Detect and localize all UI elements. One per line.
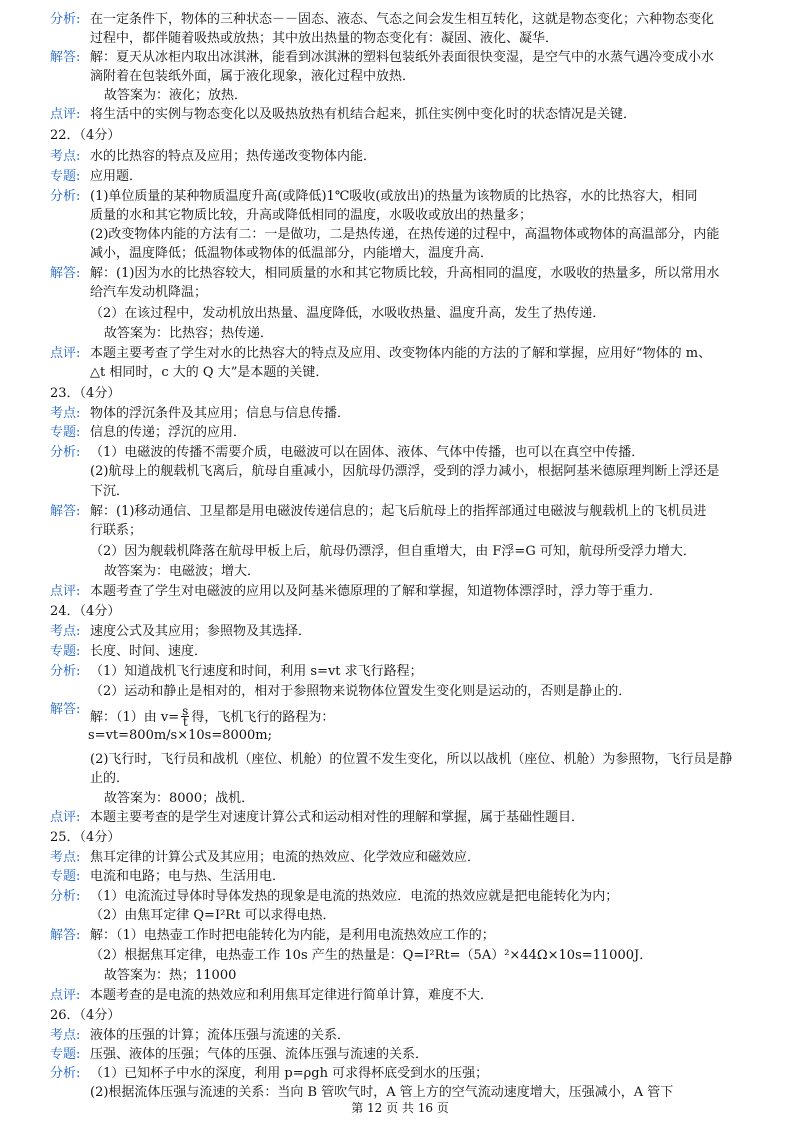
q23-solution-cont2	[50, 540, 770, 559]
label-analysis: 分析:	[50, 189, 81, 204]
q23-knowledge	[50, 402, 770, 421]
q23-solution-line1: 解：(1)移动通信、卫星都是用电磁波传递信息的；起飞后航母上的指挥部通过电磁波与舰载机上的飞机员进	[90, 504, 707, 519]
q25-solution-line2: （2）根据焦耳定律，电热壶工作 10s 产生的热量是：Q=I²Rt=（5A）²×44Ω×10s=11000J．	[90, 948, 653, 963]
q23-header: 23．（4分）	[50, 386, 121, 401]
q25-answer: 故答案为：热；11000	[104, 968, 237, 983]
q23-topic	[50, 421, 770, 440]
q25-solution-cont	[50, 944, 770, 963]
q22-analysis-line4: 减小，温度降低；低温物体或物体的低温部分，内能增大，温度升高．	[90, 246, 494, 261]
label-analysis: 分析:	[50, 12, 81, 27]
q22-comment-line1: 本题主要考查了学生对水的比热容大的特点及应用、改变物体内能的方法的了解和掌握，应用好“物体的 m、	[90, 346, 712, 361]
q21-solution-line2: 滴附着在包装纸外面，属于液化现象，液化过程中放热．	[90, 69, 416, 84]
q22-analysis	[50, 185, 770, 204]
q26-analysis	[50, 1062, 770, 1081]
label-analysis: 分析:	[50, 664, 81, 679]
label-knowledge: 考点:	[50, 850, 81, 865]
q25-topic	[50, 865, 770, 884]
q22-analysis-cont3	[50, 242, 770, 261]
label-solution: 解答:	[50, 50, 81, 65]
label-solution: 解答:	[50, 928, 81, 943]
label-topic: 专题:	[50, 169, 81, 184]
q24-analysis-cont	[50, 680, 770, 699]
q22-analysis-cont2	[50, 223, 770, 242]
q22-comment-line2: △t 相同时，c 大的 Q 大”是本题的关键．	[90, 365, 329, 380]
label-comment: 点评:	[50, 988, 81, 1003]
q22-answer-row	[50, 322, 770, 341]
q26-knowledge-text: 液体的压强的计算；流体压强与流速的关系．	[90, 1028, 351, 1043]
q22-topic	[50, 165, 770, 184]
label-comment: 点评:	[50, 346, 81, 361]
q22-analysis-line2: 质量的水和其它物质比较，升高或降低相同的温度，水吸收或放出的热量多；	[90, 208, 533, 223]
q23-knowledge-text: 物体的浮沉条件及其应用；信息与信息传播．	[90, 406, 351, 421]
label-comment: 点评:	[50, 584, 81, 599]
q26-analysis-cont	[50, 1081, 770, 1100]
q26-topic-text: 压强、液体的压强；气体的压强、流体压强与流速的关系．	[90, 1047, 429, 1062]
q25-knowledge	[50, 846, 770, 865]
q23-answer-row	[50, 560, 770, 579]
q23-comment	[50, 580, 770, 599]
q21-solution-cont	[50, 65, 770, 84]
q24-solution-line2: s=vt=800m/s×10s=8000m;	[88, 728, 273, 743]
q23-analysis	[50, 441, 770, 460]
q23-solution-line3: （2）因为舰载机降落在航母甲板上后，航母仍漂浮，但自重增大，由 F浮=G 可知，航母所受浮力增大．	[90, 544, 696, 559]
q23-solution-cont	[50, 519, 770, 538]
fraction-numerator: s	[182, 704, 189, 718]
q22-solution	[50, 262, 770, 281]
q25-analysis-cont	[50, 904, 770, 923]
q24-analysis-line1: （1）知道战机飞行速度和时间，利用 s=vt 求飞行路程；	[90, 664, 423, 679]
q21-comment-text: 将生活中的实例与物态变化以及吸热放热有机结合起来，抓住实例中变化时的状态情况是关键．	[90, 107, 637, 122]
q21-answer: 故答案为：液化；放热．	[104, 88, 248, 103]
q25-knowledge-text: 焦耳定律的计算公式及其应用；电流的热效应、化学效应和磁效应．	[90, 850, 481, 865]
q22-knowledge	[50, 145, 770, 164]
label-knowledge: 考点:	[50, 406, 81, 421]
q24-solution-cont3	[90, 767, 770, 786]
q26-knowledge	[50, 1024, 770, 1043]
q22-solution-cont	[50, 281, 770, 300]
q23-analysis-cont	[50, 460, 770, 479]
q23-solution	[50, 500, 770, 519]
q25-topic-text: 电流和电路；电与热、生活用电．	[90, 869, 286, 884]
q24-solution-line4: 止的．	[90, 771, 130, 786]
q23-solution-line2: 行联系；	[90, 523, 143, 538]
q24-topic-text: 长度、时间、速度．	[90, 644, 208, 659]
q21-analysis-line1: 在一定条件下，物体的三种状态－－固态、液态、气态之间会发生相互转化，这就是物态变化；六种物态变化	[90, 12, 715, 27]
q24-analysis-line2: （2）运动和静止是相对的，相对于参照物来说物体位置发生变化则是运动的，否则是静止的．	[90, 684, 632, 699]
q21-comment	[50, 103, 770, 122]
q22-topic-text: 应用题．	[90, 169, 143, 184]
q22-analysis-line1: (1)单位质量的某种物质温度升高(或降低)1℃吸收(或放出)的热量为该物质的比热容，水的比热容大，相同	[90, 189, 698, 204]
velocity-fraction	[181, 706, 189, 727]
q26-topic	[50, 1043, 770, 1062]
q25-analysis-line2: （2）由焦耳定律 Q=I²Rt 可以求得电热．	[90, 908, 336, 923]
q24-answer: 故答案为：8000；战机．	[104, 791, 255, 806]
q25-solution-line1: 解：（1）电热壶工作时把电能转化为内能，是利用电流热效应工作的；	[90, 928, 495, 943]
label-knowledge: 考点:	[50, 1028, 81, 1043]
q22-comment	[50, 342, 770, 361]
q24-comment	[50, 806, 770, 825]
q22-solution-line2: 给汽车发动机降温；	[90, 285, 208, 300]
q21-solution-line1: 解：夏天从冰柜内取出冰淇淋，能看到冰淇淋的塑料包装纸外表面很快变湿，是空气中的水蒸气遇冷变成小水	[90, 50, 715, 65]
q25-comment	[50, 984, 770, 1003]
label-solution: 解答:	[50, 504, 81, 519]
q24-comment-text: 本题主要考查的是学生对速度计算公式和运动相对性的理解和掌握，属于基础性题目．	[90, 810, 585, 825]
fraction-denominator: t	[182, 715, 188, 729]
q21-solution	[50, 46, 770, 65]
q22-analysis-line3: (2)改变物体内能的方法有二：一是做功，二是热传递，在热传递的过程中，高温物体或物体的高温部分，内能	[90, 227, 720, 242]
q25-analysis-line1: （1）电流流过导体时导体发热的现象是电流的热效应．电流的热效应就是把电能转化为内；	[90, 889, 619, 904]
q21-analysis-cont	[50, 27, 770, 46]
label-comment: 点评:	[50, 810, 81, 825]
q23-answer: 故答案为：电磁波；增大．	[104, 564, 261, 579]
label-topic: 专题:	[50, 1047, 81, 1062]
q23-analysis-cont2	[50, 480, 770, 499]
q25-answer-row	[50, 964, 770, 983]
q22-solution-cont2	[50, 302, 770, 321]
q22-answer: 故答案为：比热容；热传递．	[104, 326, 274, 341]
page-footer: 第 12 页 共 16 页	[351, 1101, 449, 1115]
q24-answer-row	[50, 787, 770, 806]
q24-analysis	[50, 660, 770, 679]
q26-header: 26．（4分）	[50, 1008, 121, 1023]
q24-solution-cont2	[90, 748, 770, 767]
q22-header: 22．（4分）	[50, 128, 121, 143]
q24-header: 24．（4分）	[50, 604, 121, 619]
label-analysis: 分析:	[50, 889, 81, 904]
label-analysis: 分析:	[50, 445, 81, 460]
q23-comment-text: 本题考查了学生对电磁波的应用以及阿基米德原理的了解和掌握，知道物体漂浮时，浮力等于重力．	[90, 584, 663, 599]
q24-solution-cont	[88, 728, 770, 743]
q23-analysis-line2: (2)航母上的舰载机飞离后，航母自重减小，因航母仍漂浮，受到的浮力减小，根据阿基米德原理判断上浮还是	[90, 464, 720, 479]
q24-solution-line3: (2)飞行时，飞行员和战机（座位、机舱）的位置不发生变化，所以以战机（座位、机舱）为参照物，飞行员是静	[90, 752, 733, 767]
label-solution: 解答:	[50, 702, 81, 717]
label-knowledge: 考点:	[50, 149, 81, 164]
q24-solution-post: 得，飞机飞行的路程为：	[191, 710, 335, 725]
label-topic: 专题:	[50, 644, 81, 659]
q21-analysis	[50, 8, 770, 27]
label-knowledge: 考点:	[50, 624, 81, 639]
q23-analysis-line3: 下沉．	[90, 484, 130, 499]
q21-answer-row	[50, 84, 770, 103]
label-analysis: 分析:	[50, 1066, 81, 1081]
q23-topic-text: 信息的传递；浮沉的应用．	[90, 425, 247, 440]
q25-comment-text: 本题考查的是电流的热效应和利用焦耳定律进行简单计算，难度不大．	[90, 988, 494, 1003]
label-solution: 解答:	[50, 266, 81, 281]
q26-analysis-line1: （1）已知杯子中水的深度，利用 p=ρgh 可求得杯底受到水的压强；	[90, 1066, 489, 1081]
q22-solution-line1: 解：(1)因为水的比热容较大，相同质量的水和其它物质比较，升高相同的温度，水吸收的热量多，所以常用水	[90, 266, 720, 281]
q22-comment-cont	[50, 361, 770, 380]
label-comment: 点评:	[50, 107, 81, 122]
q21-analysis-line2: 过程中，都伴随着吸热或放热；其中放出热量的物态变化有：凝固、液化、凝华．	[90, 31, 559, 46]
q22-solution-line3: （2）在该过程中，发动机放出热量、温度降低，水吸收热量、温度升高，发生了热传递．	[90, 306, 606, 321]
q24-knowledge	[50, 620, 770, 639]
label-topic: 专题:	[50, 869, 81, 884]
q24-topic	[50, 640, 770, 659]
label-topic: 专题:	[50, 425, 81, 440]
q23-analysis-line1: （1）电磁波的传播不需要介质，电磁波可以在固体、液体、气体中传播，也可以在真空中传播．	[90, 445, 645, 460]
q24-knowledge-text: 速度公式及其应用；参照物及其选择．	[90, 624, 312, 639]
q24-solution-pre: 解：（1）由 v=	[90, 710, 180, 725]
q25-header: 25．（4分）	[50, 830, 121, 845]
q22-analysis-cont	[50, 204, 770, 223]
q24-solution-formula-row	[90, 706, 770, 727]
q26-analysis-line2: (2)根据流体压强与流速的关系：当向 B 管吹气时，A 管上方的空气流动速度增大，压强减小，A 管下	[90, 1085, 674, 1100]
q25-analysis	[50, 885, 770, 904]
q25-solution	[50, 924, 770, 943]
q22-knowledge-text: 水的比热容的特点及应用；热传递改变物体内能．	[90, 149, 377, 164]
